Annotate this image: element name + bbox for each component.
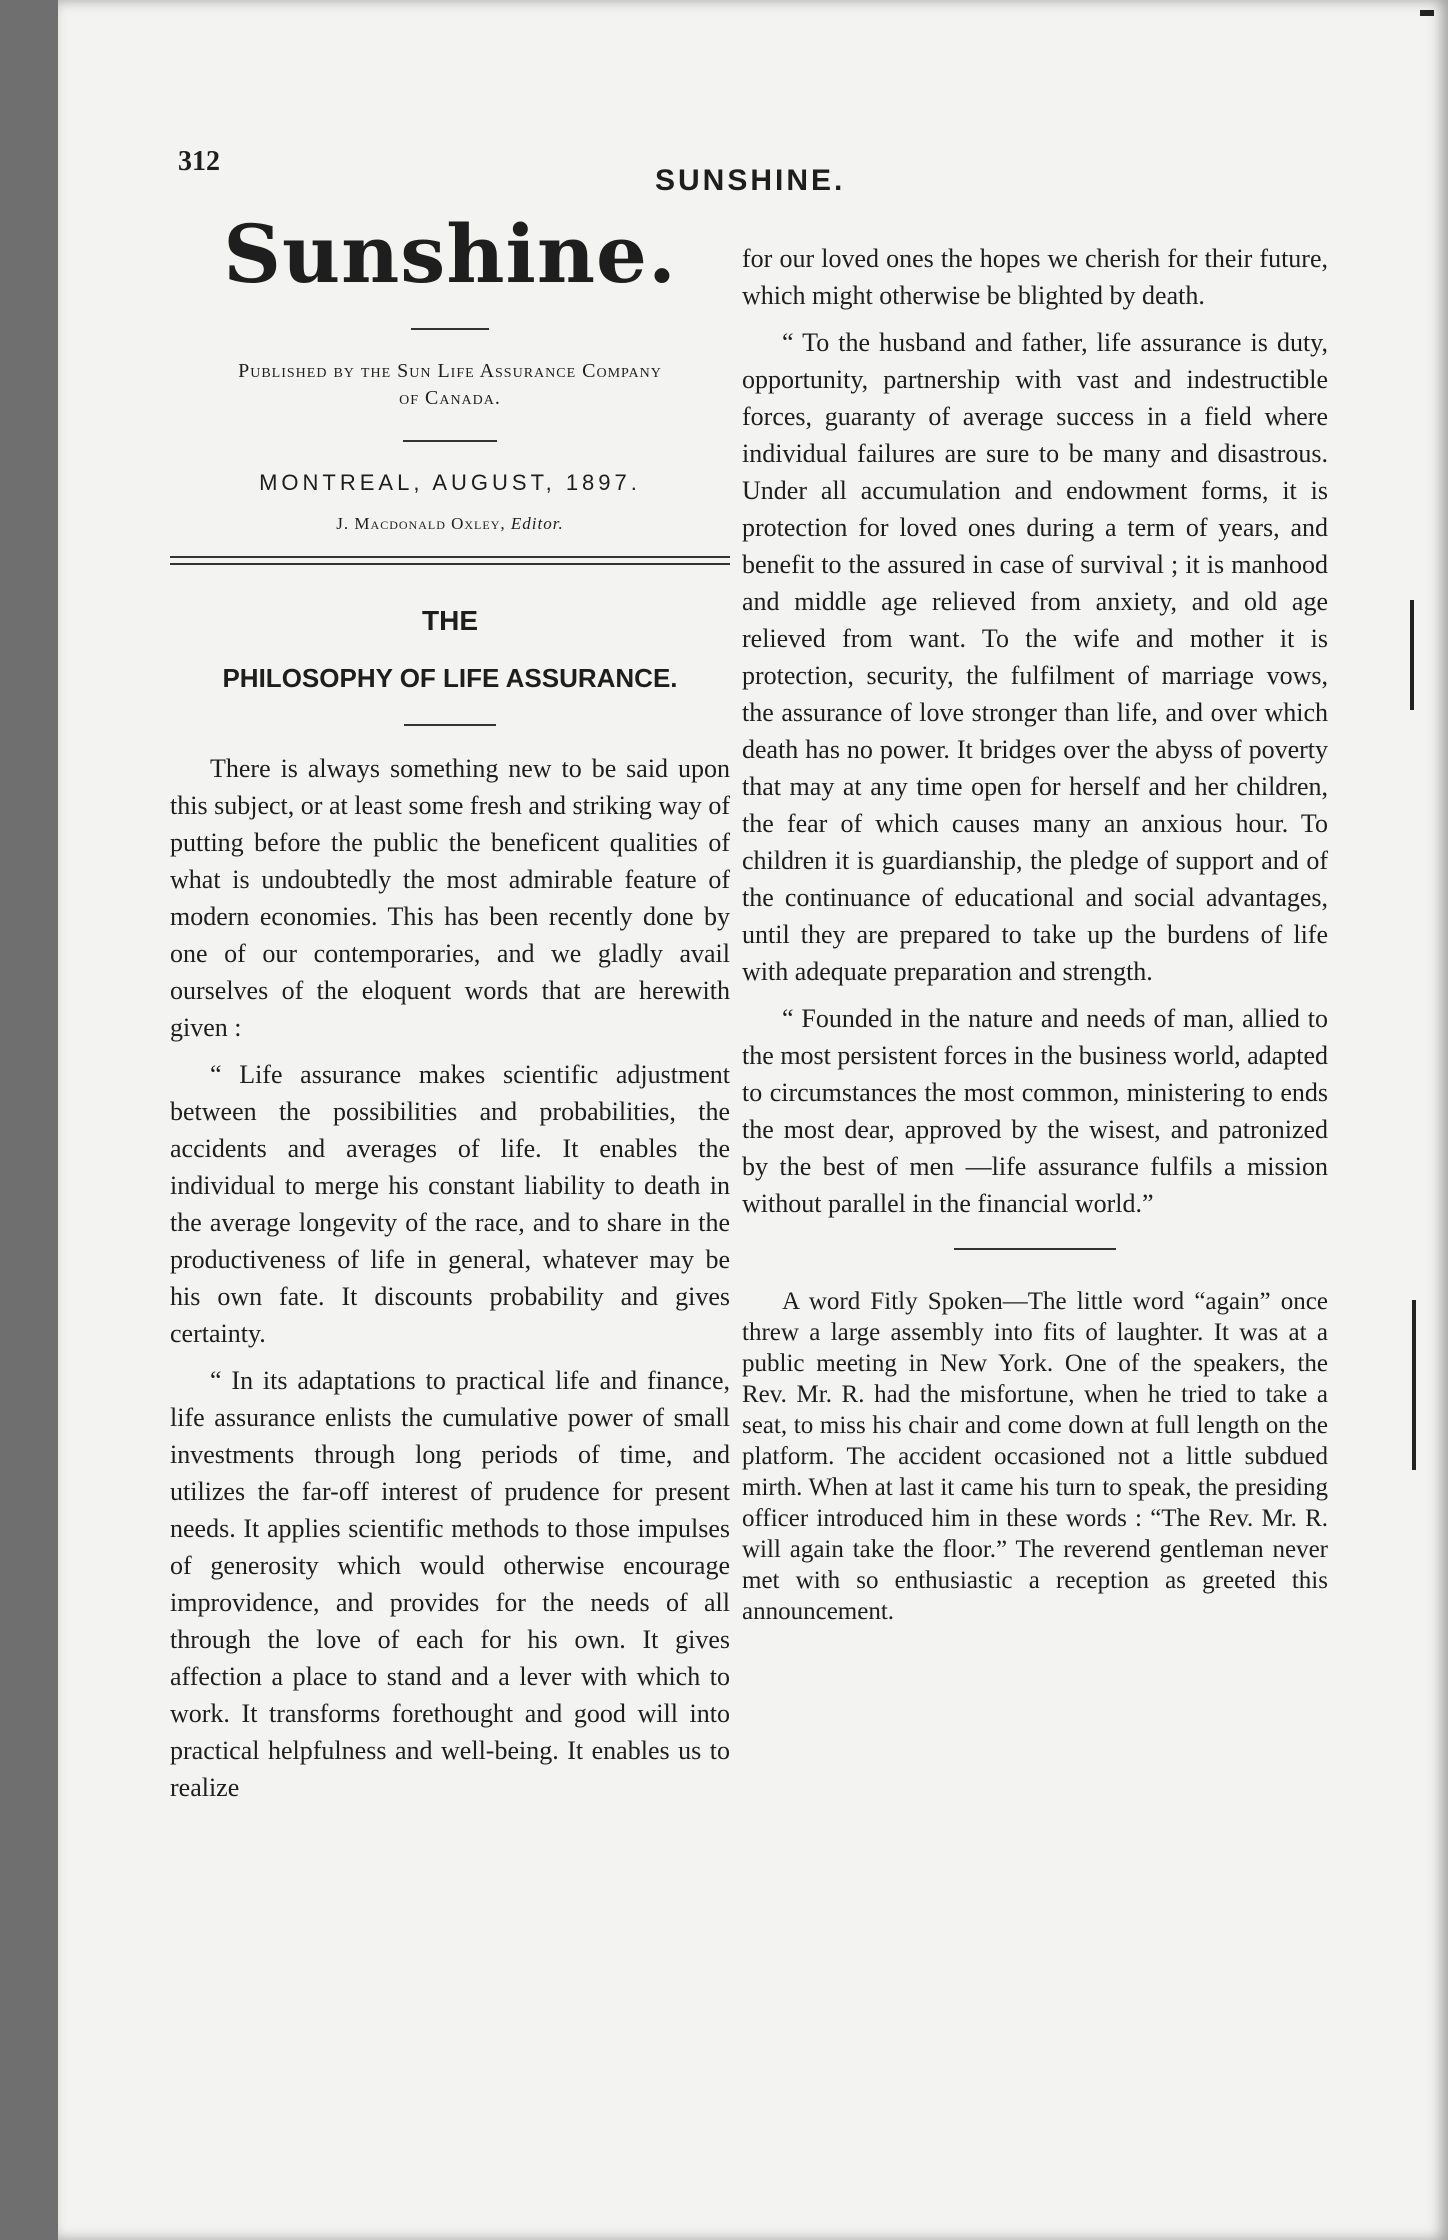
article-paragraph: “ In its adaptations to practical life and finance, life assurance enlists the cumulative power of small investments through long periods of time, and utilizes the far-off interest of prudence for present needs. It applies scientific methods to those impulses of generosity which would otherwise encourage improvidence, and provides for the needs of all through the love of each for his own. It gives affection a place to stand and a lever with which to work. It transforms forethought and good will into practical helpfulness and well-being. It enables us to realize: [170, 1366, 730, 1802]
scan-speck: [1410, 600, 1414, 710]
article-paragraph: “ Life assurance makes scientific adjustment between the possibilities and probabilities, the accidents and averages of life. It enables the individual to merge his constant liability to death in the average longevity of the race, and to share in the productiveness of life in general, whatever may be his own fate. It discounts probability and gives certainty.: [170, 1060, 730, 1348]
article-paragraph: “ Founded in the nature and needs of man, allied to the most persistent forces in the business world, adapted to circumstances the most common, ministering to ends the most dear, approved by the wisest, and patronized by the best of men —life assurance fulfils a mission without parallel in the financial world.”: [742, 1004, 1328, 1218]
right-column: [742, 240, 1328, 1627]
article-paragraph-continued: for our loved ones the hopes we cherish for their future, which might otherwise be blighted by death.: [742, 244, 1328, 310]
publisher-line-2: of Canada.: [399, 387, 501, 409]
article-paragraph: There is always something new to be said upon this subject, or at least some fresh and striking way of putting before the public the beneficent qualities of what is undoubtedly the most admirable feature of modern economies. This has been recently done by one of our contemporaries, and we gladly avail ourselves of the eloquent words that are herewith given :: [170, 754, 730, 1042]
scan-speck: [1420, 10, 1434, 16]
publisher-line-1: Published by the Sun Life Assurance Company: [238, 360, 662, 382]
publisher-rule: [403, 440, 497, 442]
editor-credit: [170, 514, 730, 534]
article-paragraph: “ To the husband and father, life assurance is duty, opportunity, partnership with vast and indestructible forces, guaranty of average success in a field where individual failures are sure to be many and disastrous. Under all accumulation and endowment forms, it is protection for loved ones during a term of years, and benefit to the assured in case of survival ; it is manhood and middle age relieved from anxiety, and old age relieved from want. To the wife and mother it is protection, security, the fulfilment of marriage vows, the assurance of love stronger than life, and over which death has no power. It bridges over the abyss of poverty that may at any time open for herself and her children, the fear of which causes many an anxious hour. To children it is guardianship, the pledge of support and of the continuance of educational and social advantages, until they are prepared to take up the burdens of life with adequate preparation and strength.: [742, 328, 1328, 986]
article-title-line-1: THE: [422, 605, 478, 636]
editor-name: J. Macdonald Oxley,: [336, 514, 506, 533]
masthead-rule: [411, 328, 489, 330]
running-head: SUNSHINE.: [655, 164, 846, 197]
masthead-title: Sunshine.: [223, 207, 677, 301]
page-number: 312: [178, 146, 220, 177]
article-title-line-2: PHILOSOPHY OF LIFE ASSURANCE.: [222, 663, 678, 693]
scan-speck: [1412, 1300, 1416, 1470]
anecdote-paragraph: A word Fitly Spoken—The little word “again” once threw a large assembly into fits of laughter. It was at a public meeting in New York. One of the speakers, the Rev. Mr. R. had the misfortune, when he tried to take a seat, to miss his chair and come down at full length on the platform. The accident occasioned not a little subdued mirth. When at last it came his turn to speak, the presiding officer introduced him in these words : “The Rev. Mr. R. will again take the floor.” The reverend gentleman never met with so enthusiastic a reception as greeted this announcement.: [742, 1288, 1328, 1625]
publisher-line: [170, 358, 730, 412]
editor-role: Editor.: [510, 514, 564, 533]
title-rule: [404, 724, 496, 726]
left-column: [170, 207, 730, 1806]
section-rule: [954, 1248, 1116, 1250]
double-rule: [170, 556, 730, 565]
dateline: MONTREAL, AUGUST, 1897.: [259, 470, 641, 495]
